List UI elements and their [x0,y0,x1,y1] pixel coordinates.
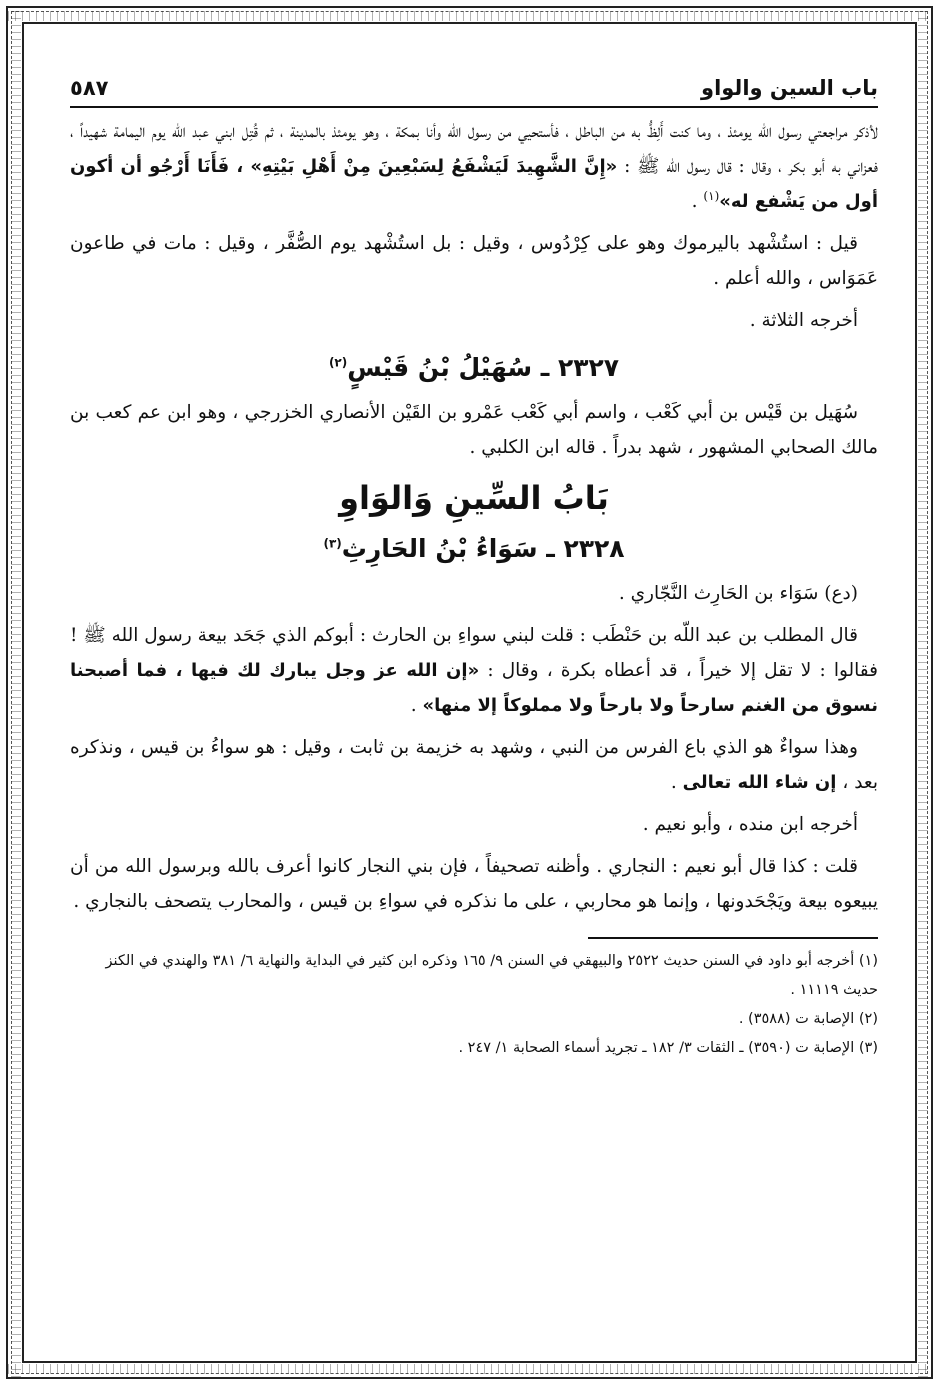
footnote-divider [588,937,878,939]
entry-heading-text: ٢٣٢٨ ـ سَوَاءُ بْنُ الحَارِثِ [341,534,625,563]
paragraph-takhrij-1: أخرجه الثلاثة . [749,310,858,331]
header-title: باب السين والواو [701,76,878,100]
paragraph-author-note: قلت : كذا قال أبو نعيم : النجاري . وأظنه تصحيفاً ، فإن بني النجار كانوا أعرف بالله وبرسول الله من أن يبيعوه بيعة ويَجْحَدونها ، وإنما هو محاربي ، على ما نذكره في سواءِ بن قيس ، والمحارب يتصحف بالنجاري . [70,856,878,912]
hadith-quote: «إِنَّ الشَّهِيدَ لَيَشْفَعُ لِسَبْعِينَ مِنْ أَهْلِ بَيْتِهِ» ، فَأَنَا أَرْجُو أن أكون أول من يَشْفع له» [70,156,878,212]
border-ornament-top [8,11,931,21]
hadith-quote: «إن الله عز وجل يبارك لك فيها ، فما أصبحنا نسوق من الغنم سارحاً ولا بارحاً ولا مملوكاً إلا منها» [70,660,878,716]
footnote-ref-1: (١) [703,188,720,203]
main-text [70,114,878,919]
footnote-3: (٣) الإصابة ت (٣٥٩٠) ـ الثقات ٣/ ١٨٢ ـ تجريد أسماء الصحابة ١/ ٢٤٧ . [458,1040,878,1056]
border-ornament-bottom [8,1364,931,1374]
paragraph-tail: . [691,191,704,212]
paragraph-text: وهذا سواءٌ هو الذي باع الفرس من النبي ، وشهد به خزيمة بن ثابت ، وقيل : هو سواءُ بن قيس ، ونذكره بعد ، [70,737,878,793]
paragraph-death: قيل : استُشْهد باليرموك وهو على كِرْدُوس ، وقيل : بل استُشْهد يوم الصُّفَّر ، وقيل : مات في طاعون عَمَوَاس ، والله أعلم . [70,233,878,289]
paragraph-opening [70,114,878,219]
paragraph-text: قال المطلب بن عبد اللّه بن حَنْطَب : قلت لبني سواءِ بن الحارث : أبوكم الذي جَحَد بيعة رسول الله ﷺ ! فقالوا : لا تقل إلا خيراً ، قد أعطاه بكرة ، وقال : [70,625,878,681]
footnotes [70,947,878,1063]
paragraph-suhail: سُهَيل بن قَيْس بن أبي كَعْب ، واسم أبي كَعْب عَمْرو بن القَيْن الأنصاري الخزرجي ، وهو ابن عم كعب بن مالك الصحابي المشهور ، شهد بدراً . قاله ابن الكلبي . [70,402,878,458]
entry-heading-text: ٢٣٢٧ ـ سُهَيْلُ بْنُ قَيْسٍ [347,353,620,382]
paragraph-tail: . [410,695,423,716]
footnote-1: (١) أخرجه أبو داود في السنن حديث ٢٥٢٢ والبيهقي في السنن ٩/ ١٦٥ وذكره ابن كثير في البداية والنهاية ٦/ ٣٨١ والهندي في الكنز حديث ١١١١٩ . [105,953,878,998]
running-header [70,70,878,108]
page-content [70,70,878,1300]
border-ornament-right [918,8,928,1377]
paragraph-tail: . [670,772,683,793]
footnote-ref-3: (٣) [323,536,342,551]
chapter-title: بَابُ السِّينِ وَالوَاوِ [339,479,609,517]
paragraph-text: لأذكر مراجعتي رسول الله يومئذ ، وما كنت أَلِظُّ به من الباطل ، فأستحيي من رسول الله وأنا بمكة ، وهو يومئذ بالمدينة ، ثم قُتِل ابني عبد الله يوم اليمامة شهيداً ، فعزاني به أبو بكر ، وقال : قال رسول الله ﷺ : [70,121,878,177]
footnote-2: (٢) الإصابة ت (٣٥٨٨) . [738,1011,878,1027]
paragraph-muttalib [70,618,878,723]
paragraph-takhrij-2: أخرجه ابن منده ، وأبو نعيم . [642,814,858,835]
entry-heading-2328 [70,526,878,572]
paragraph-sawa-intro: (دع) سَوَاء بن الحَارِث النَّجّاري . [618,583,858,604]
entry-heading-2327 [70,345,878,391]
paragraph-bold: إن شاء الله تعالى [682,772,837,793]
paragraph-horse [70,730,878,800]
border-ornament-left [11,8,21,1377]
page-number: ٥٨٧ [70,76,109,100]
footnote-ref-2: (٢) [328,355,348,370]
